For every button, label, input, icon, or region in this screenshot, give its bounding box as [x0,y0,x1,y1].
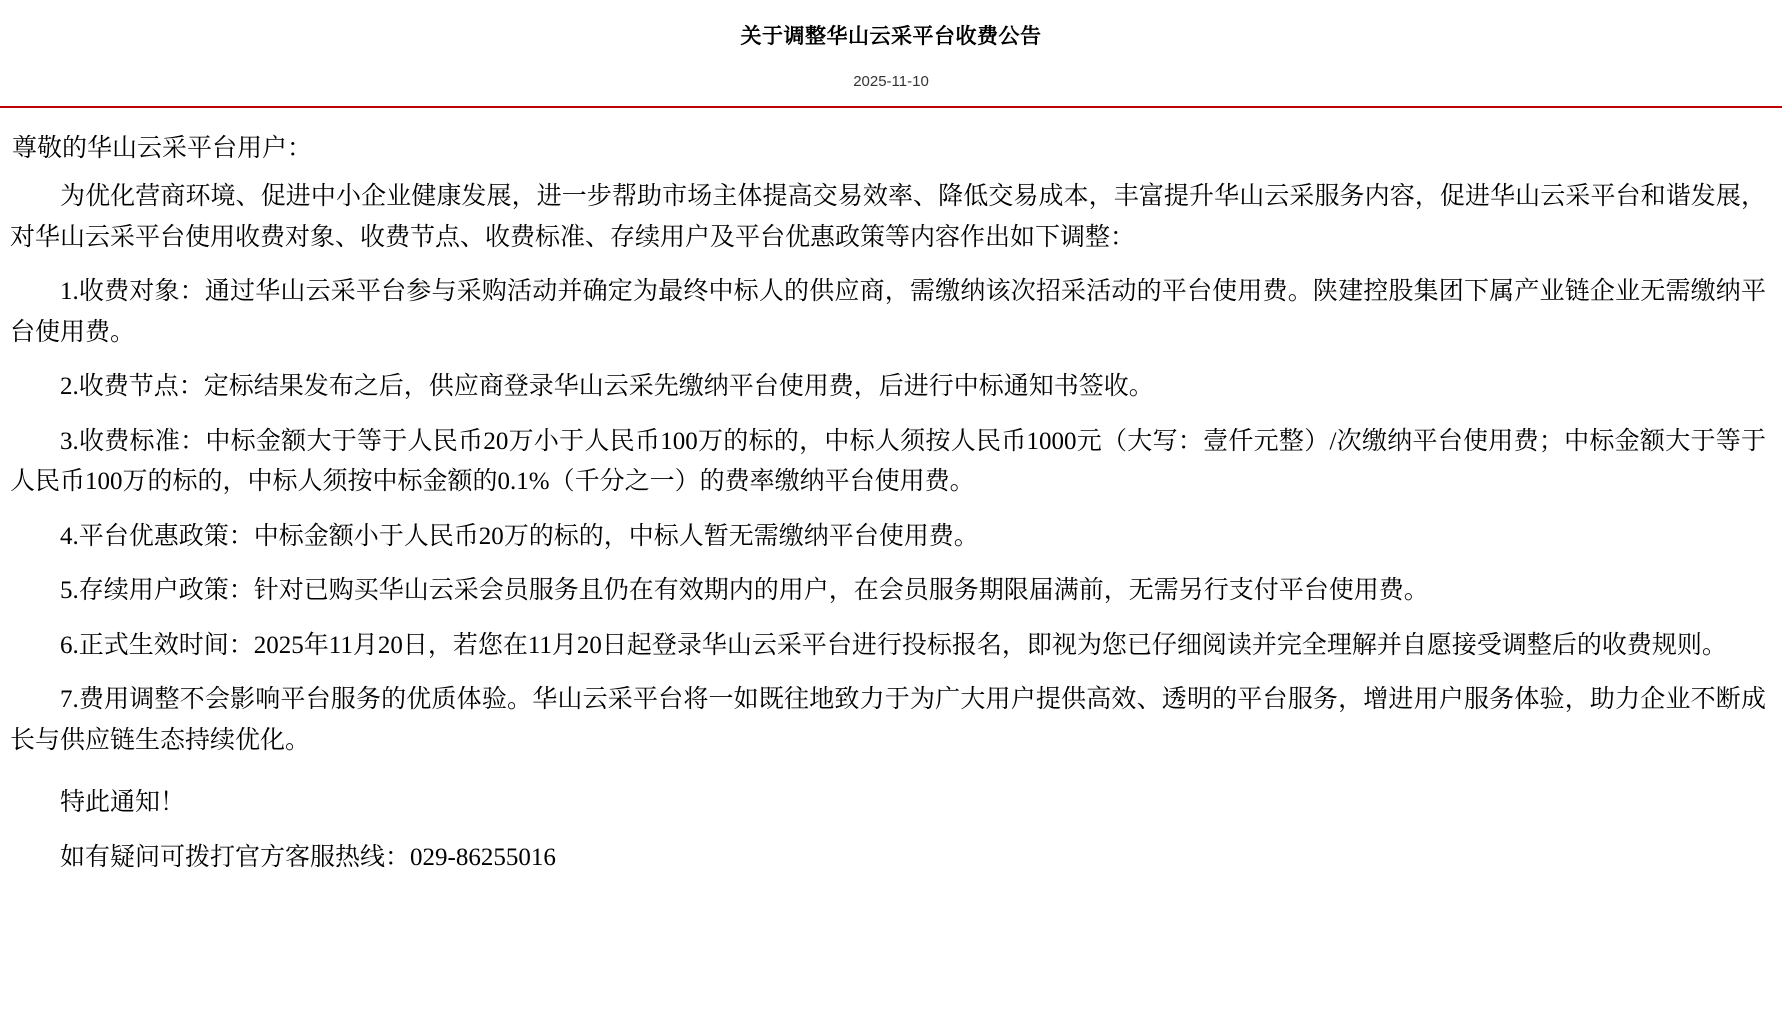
intro-paragraph: 为优化营商环境、促进中小企业健康发展，进一步帮助市场主体提高交易效率、降低交易成本，丰富提升华山云采服务内容，促进华山云采平台和谐发展，对华山云采平台使用收费对象、收费节点、收费标准、存续用户及平台优惠政策等内容作出如下调整： [10,183,1766,251]
clause-item: 1.收费对象：通过华山云采平台参与采购活动并确定为最终中标人的供应商，需缴纳该次招采活动的平台使用费。陕建控股集团下属产业链企业无需缴纳平台使用费。 [10,278,1766,346]
clause-item: 7.费用调整不会影响平台服务的优质体验。华山云采平台将一如既往地致力于为广大用户提供高效、透明的平台服务，增进用户服务体验，助力企业不断成长与供应链生态持续优化。 [10,686,1766,754]
clause-item: 4.平台优惠政策：中标金额小于人民币20万的标的，中标人暂无需缴纳平台使用费。 [60,522,979,550]
publish-date: 2025-11-10 [853,73,929,91]
clause-item: 3.收费标准：中标金额大于等于人民币20万小于人民币100万的标的，中标人须按人民币1000元（大写：壹仟元整）/次缴纳平台使用费；中标金额大于等于人民币100万的标的，中标人须按中标金额的0.1%（千分之一）的费率缴纳平台使用费。 [10,427,1766,496]
service-hotline: 如有疑问可拨打官方客服热线：029-86255016 [60,843,556,871]
salutation: 尊敬的华山云采平台用户： [12,135,313,163]
announcement-body [0,108,1782,918]
clause-item: 6.正式生效时间：2025年11月20日，若您在11月20日起登录华山云采平台进行投标报名，即视为您已仔细阅读并完全理解并自愿接受调整后的收费规则。 [60,631,1727,659]
announcement-header [0,0,1782,108]
clause-item: 2.收费节点：定标结果发布之后，供应商登录华山云采先缴纳平台使用费，后进行中标通知书签收。 [60,373,1154,401]
clause-item: 5.存续用户政策：针对已购买华山云采会员服务且仍在有效期内的用户，在会员服务期限届满前，无需另行支付平台使用费。 [60,577,1429,605]
page-title: 关于调整华山云采平台收费公告 [740,25,1042,48]
closing-note: 特此通知！ [60,789,186,817]
